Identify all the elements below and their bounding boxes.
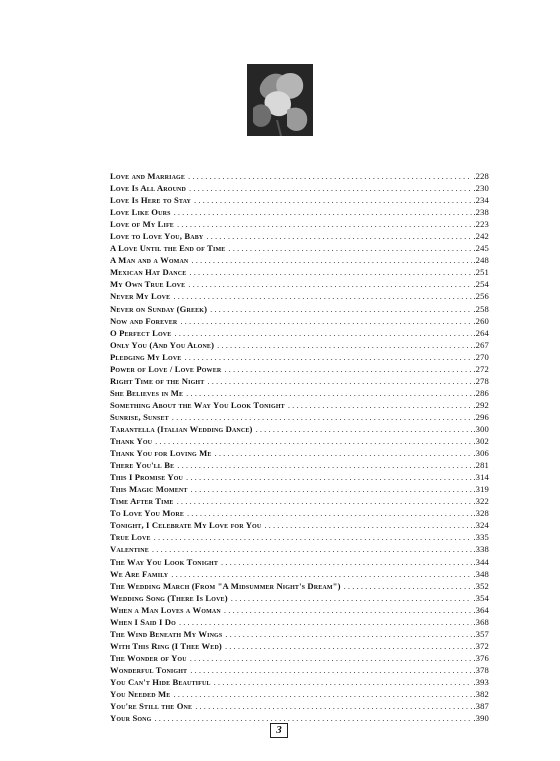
toc-entry-page: .328 (473, 508, 489, 519)
toc-entry[interactable] (110, 278, 489, 290)
toc-entry[interactable] (110, 315, 489, 327)
toc-entry-title: O Perfect Love (110, 327, 172, 338)
toc-entry-title: Your Song (110, 713, 152, 724)
dot-leader (256, 423, 473, 435)
dot-leader (173, 290, 472, 302)
dot-leader (190, 483, 472, 495)
toc-entry-title: Power of Love / Love Power (110, 363, 222, 374)
toc-entry-page: .376 (473, 652, 489, 663)
toc-entry-title: Love Like Ours (110, 207, 171, 218)
toc-entry-title: She Believes in Me (110, 387, 184, 398)
dot-leader (225, 628, 472, 640)
toc-entry-page: .251 (473, 267, 489, 278)
dot-leader (288, 399, 473, 411)
toc-entry[interactable] (110, 351, 489, 363)
toc-entry-page: .281 (473, 460, 489, 471)
dot-leader (189, 266, 472, 278)
toc-entry-page: .238 (473, 207, 489, 218)
toc-entry-title: Time After Time (110, 496, 174, 507)
toc-entry[interactable] (110, 471, 489, 483)
toc-entry-title: A Man and a Woman (110, 255, 189, 266)
dot-leader (180, 315, 472, 327)
toc-entry-title: Something About the Way You Look Tonight (110, 399, 285, 410)
toc-entry-title: You're Still the One (110, 701, 193, 712)
toc-entry[interactable] (110, 531, 489, 543)
toc-entry-title: To Love You More (110, 508, 184, 519)
toc-entry-title: Sunrise, Sunset (110, 411, 169, 422)
dot-leader (190, 652, 473, 664)
dot-leader (191, 254, 472, 266)
toc-entry[interactable] (110, 616, 489, 628)
dot-leader (195, 700, 472, 712)
toc-entry-page: .254 (473, 279, 489, 290)
dot-leader (186, 471, 472, 483)
toc-entry[interactable] (110, 266, 489, 278)
dot-leader (188, 278, 472, 290)
toc-entry-title: There You'll Be (110, 460, 175, 471)
toc-entry-page: .286 (473, 387, 489, 398)
toc-entry[interactable] (110, 206, 489, 218)
toc-entry-page: .302 (473, 436, 489, 447)
dot-leader (179, 616, 472, 628)
dot-leader (225, 640, 472, 652)
dot-leader (177, 459, 472, 471)
dot-leader (171, 568, 472, 580)
dot-leader (152, 543, 472, 555)
dot-leader (231, 592, 473, 604)
toc-entry-page: .223 (473, 219, 489, 230)
toc-entry-page: .364 (473, 604, 489, 615)
dot-leader (154, 712, 472, 724)
toc-entry-title: Thank You for Loving Me (110, 448, 212, 459)
toc-entry-title: The Way You Look Tonight (110, 556, 219, 567)
toc-entry-page: .382 (473, 689, 489, 700)
page-number: 3 (270, 723, 288, 738)
dot-leader (177, 218, 472, 230)
dot-leader (206, 230, 472, 242)
toc-entry-title: Valentine (110, 544, 149, 555)
toc-entry-page: .296 (473, 411, 489, 422)
toc-entry-page: .348 (473, 568, 489, 579)
dot-leader (221, 556, 472, 568)
toc-entry[interactable] (110, 303, 489, 315)
toc-entry[interactable] (110, 507, 489, 519)
tulip-photo-icon (247, 64, 313, 136)
toc-entry[interactable] (110, 483, 489, 495)
toc-entry-page: .324 (473, 520, 489, 531)
toc-entry[interactable] (110, 327, 489, 339)
toc-entry-page: .270 (473, 351, 489, 362)
toc-entry[interactable] (110, 580, 489, 592)
toc-entry-title: Only You (And You Alone) (110, 339, 215, 350)
toc-entry-title: With This Ring (I Thee Wed) (110, 640, 222, 651)
dot-leader (174, 206, 473, 218)
toc-entry[interactable] (110, 339, 489, 351)
toc-entry[interactable] (110, 194, 489, 206)
toc-entry-page: .258 (473, 303, 489, 314)
toc-entry[interactable] (110, 230, 489, 242)
toc-entry-page: .272 (473, 363, 489, 374)
toc-entry[interactable] (110, 712, 489, 724)
toc-entry-page: .354 (473, 592, 489, 603)
toc-entry-title: A Love Until the End of Time (110, 243, 226, 254)
toc-entry[interactable] (110, 363, 489, 375)
toc-entry-title: True Love (110, 532, 151, 543)
dot-leader (174, 327, 472, 339)
toc-entry-page: .264 (473, 327, 489, 338)
dot-leader (224, 363, 472, 375)
toc-entry[interactable] (110, 290, 489, 302)
toc-entry-title: My Own True Love (110, 279, 186, 290)
dot-leader (210, 303, 472, 315)
toc-entry[interactable] (110, 543, 489, 555)
toc-entry-title: Tarantella (Italian Wedding Dance) (110, 423, 253, 434)
toc-entry[interactable] (110, 387, 489, 399)
toc-entry-page: .228 (473, 171, 489, 181)
toc-entry-title: Love to Love You, Baby (110, 231, 204, 242)
toc-entry[interactable] (110, 459, 489, 471)
toc-entry-title: You Can't Hide Beautiful (110, 676, 211, 687)
toc-entry[interactable] (110, 218, 489, 230)
toc-entry-title: Love and Marriage (110, 171, 186, 181)
toc-entry-page: .390 (473, 713, 489, 724)
toc-entry-page: .322 (473, 496, 489, 507)
toc-entry[interactable] (110, 242, 489, 254)
toc-entry[interactable] (110, 495, 489, 507)
toc-entry-title: The Wedding March (From "A Midsummer Night's Dream") (110, 580, 341, 591)
dot-leader (344, 580, 473, 592)
toc-entry[interactable] (110, 254, 489, 266)
toc-entry-page: .378 (473, 664, 489, 675)
toc-entry-title: We Are Family (110, 568, 169, 579)
dot-leader (172, 411, 473, 423)
toc-entry-page: .292 (473, 399, 489, 410)
toc-entry[interactable] (110, 592, 489, 604)
toc-entry[interactable] (110, 640, 489, 652)
dot-leader (228, 242, 472, 254)
dot-leader (155, 435, 472, 447)
toc-entry[interactable] (110, 435, 489, 447)
toc-entry[interactable] (110, 170, 489, 182)
toc-entry-title: You Needed Me (110, 689, 171, 700)
toc-entry-page: .368 (473, 616, 489, 627)
dot-leader (189, 182, 472, 194)
toc-entry-title: Mexican Hat Dance (110, 267, 187, 278)
dot-leader (190, 664, 472, 676)
toc-entry[interactable] (110, 568, 489, 580)
toc-entry[interactable] (110, 628, 489, 640)
dot-leader (173, 688, 472, 700)
toc-entry-page: .300 (473, 423, 489, 434)
toc-entry-page: .372 (473, 640, 489, 651)
dot-leader (264, 519, 472, 531)
toc-entry-title: Now and Forever (110, 315, 178, 326)
toc-entry-page: .242 (473, 231, 489, 242)
toc-entry[interactable] (110, 399, 489, 411)
toc-entry-page: .230 (473, 183, 489, 194)
toc-entry[interactable] (110, 700, 489, 712)
toc-entry-page: .314 (473, 472, 489, 483)
toc-entry[interactable] (110, 447, 489, 459)
dot-leader (187, 507, 472, 519)
toc-entry-title: Love Is Here to Stay (110, 195, 192, 206)
toc-entry[interactable] (110, 182, 489, 194)
dot-leader (194, 194, 472, 206)
toc-entry-page: .267 (473, 339, 489, 350)
toc-entry-title: Never on Sunday (Greek) (110, 303, 208, 314)
dot-leader (184, 351, 472, 363)
dot-leader (215, 447, 473, 459)
toc-entry[interactable] (110, 676, 489, 688)
toc-entry[interactable] (110, 423, 489, 435)
toc-entry-title: When I Said I Do (110, 616, 176, 627)
toc-entry-title: This I Promise You (110, 472, 184, 483)
dot-leader (207, 375, 472, 387)
toc-entry-title: When a Man Loves a Woman (110, 604, 221, 615)
toc-entry-page: .234 (473, 195, 489, 206)
toc-entry[interactable] (110, 519, 489, 531)
dot-leader (188, 170, 472, 182)
toc-entry-title: Right Time of the Night (110, 375, 205, 386)
dot-leader (186, 387, 472, 399)
toc-entry[interactable] (110, 664, 489, 676)
toc-entry-page: .352 (473, 580, 489, 591)
toc-entry[interactable] (110, 688, 489, 700)
toc-entry-page: .387 (473, 701, 489, 712)
toc-entry-title: Wonderful Tonight (110, 664, 188, 675)
toc-entry-page: .245 (473, 243, 489, 254)
toc-entry-page: .248 (473, 255, 489, 266)
dot-leader (177, 495, 473, 507)
toc-entry-title: The Wonder of You (110, 652, 187, 663)
toc-entry-page: .357 (473, 628, 489, 639)
toc-entry-title: Wedding Song (There Is Love) (110, 592, 228, 603)
toc-entry-page: .260 (473, 315, 489, 326)
table-of-contents (110, 170, 489, 724)
toc-entry-page: .278 (473, 375, 489, 386)
toc-entry-title: Thank You (110, 436, 153, 447)
toc-entry-title: The Wind Beneath My Wings (110, 628, 223, 639)
toc-entry-page: .306 (473, 448, 489, 459)
toc-entry-page: .344 (473, 556, 489, 567)
toc-entry-title: Pledging My Love (110, 351, 182, 362)
toc-entry-page: .319 (473, 484, 489, 495)
toc-entry-page: .256 (473, 291, 489, 302)
dot-leader (154, 531, 473, 543)
toc-entry-title: This Magic Moment (110, 484, 188, 495)
toc-entry[interactable] (110, 411, 489, 423)
toc-entry-title: Love of My Life (110, 219, 174, 230)
toc-entry[interactable] (110, 375, 489, 387)
dot-leader (214, 676, 473, 688)
toc-entry-title: Love Is All Around (110, 183, 187, 194)
dot-leader (224, 604, 472, 616)
toc-entry-page: .335 (473, 532, 489, 543)
toc-entry-page: .393 (473, 676, 489, 687)
toc-entry[interactable] (110, 556, 489, 568)
dot-leader (217, 339, 472, 351)
toc-entry-title: Tonight, I Celebrate My Love for You (110, 520, 262, 531)
toc-entry-title: Never My Love (110, 291, 171, 302)
toc-entry-page: .338 (473, 544, 489, 555)
toc-entry[interactable] (110, 652, 489, 664)
toc-entry[interactable] (110, 604, 489, 616)
